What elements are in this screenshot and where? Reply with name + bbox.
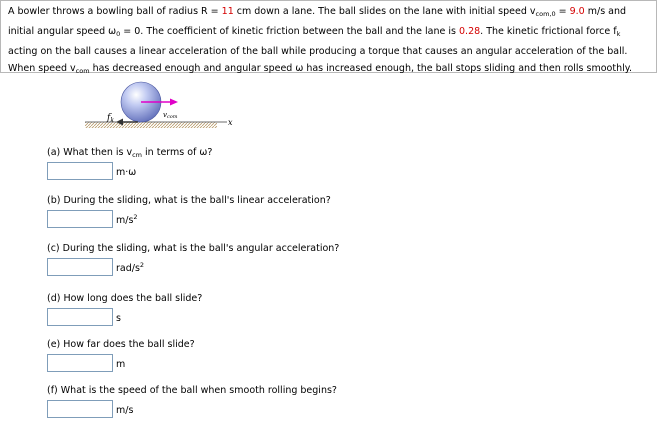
- unit-label-a: m·ω: [116, 166, 137, 178]
- answer-input-f[interactable]: [47, 400, 113, 418]
- problem-text: acting on the ball causes a linear acceleration of the ball while producing a torque that causes an angular acceleration of the ball. When speed v: [8, 46, 628, 74]
- friction-coefficient-value: 0.28: [459, 26, 481, 37]
- question-a-label: (a) What then is $v_{cm}$ in terms of ω?: [47, 147, 213, 159]
- unit-label-c: rad/$s^2$: [116, 260, 145, 274]
- subscript: 0: [116, 30, 121, 38]
- bowling-ball-figure: [85, 78, 235, 140]
- question-c-label: (c) During the sliding, what is the ball's angular acceleration?: [47, 243, 340, 254]
- answer-input-d[interactable]: [47, 308, 113, 326]
- problem-text: =: [555, 6, 570, 17]
- answer-row-b: [47, 210, 331, 228]
- question-a: [47, 146, 212, 180]
- answer-row-f: [47, 400, 337, 418]
- unit-label-b: $m/s^2$: [116, 212, 138, 226]
- velocity-label: vcom: [163, 111, 178, 120]
- radius-value: 11: [221, 6, 234, 17]
- question-e: [47, 338, 195, 372]
- answer-row-a: [47, 162, 212, 180]
- question-d-label: (d) How long does the ball slide?: [47, 293, 203, 304]
- question-f-label: (f) What is the speed of the ball when smooth rolling begins?: [47, 385, 337, 396]
- problem-text: cm down a lane. The ball slides on the lane with initial speed v: [233, 6, 536, 17]
- subscript: com,0: [535, 10, 556, 18]
- answer-input-a[interactable]: [47, 162, 113, 180]
- question-f: [47, 384, 337, 418]
- question-c: [47, 242, 339, 276]
- lane-surface: [85, 122, 217, 128]
- problem-text: A bowler throws a bowling ball of radius R =: [8, 6, 222, 17]
- problem-text: . The kinetic frictional force f: [480, 26, 617, 37]
- question-b-label: (b) During the sliding, what is the ball's linear acceleration?: [47, 195, 331, 206]
- figure-svg: [85, 78, 235, 140]
- friction-label: $f_k$: [107, 113, 114, 124]
- answer-input-e[interactable]: [47, 354, 113, 372]
- answer-row-e: [47, 354, 195, 372]
- problem-text: m/s and initial angular speed ω: [8, 6, 627, 37]
- answer-row-d: [47, 308, 202, 326]
- problem-text: has decreased enough and angular speed ω has increased enough, the ball stops sliding and then rolls smoothly.: [89, 63, 633, 74]
- x-axis-label: x: [228, 118, 233, 127]
- answer-input-b[interactable]: [47, 210, 113, 228]
- question-e-label: (e) How far does the ball slide?: [47, 339, 195, 350]
- unit-label-d: s: [116, 312, 121, 324]
- unit-label-f: m/s: [116, 404, 134, 416]
- question-b: [47, 194, 331, 228]
- question-d: [47, 292, 202, 326]
- subscript: com: [75, 67, 90, 75]
- answer-input-c[interactable]: [47, 258, 113, 276]
- velocity-arrowhead-icon: [170, 99, 178, 106]
- subscript: k: [616, 30, 621, 38]
- unit-label-e: m: [116, 358, 126, 370]
- answer-row-c: [47, 258, 339, 276]
- problem-statement: [0, 0, 657, 73]
- problem-text: = 0. The coefficient of kinetic friction between the ball and the lane is: [120, 26, 459, 37]
- initial-speed-value: 9.0: [569, 6, 585, 17]
